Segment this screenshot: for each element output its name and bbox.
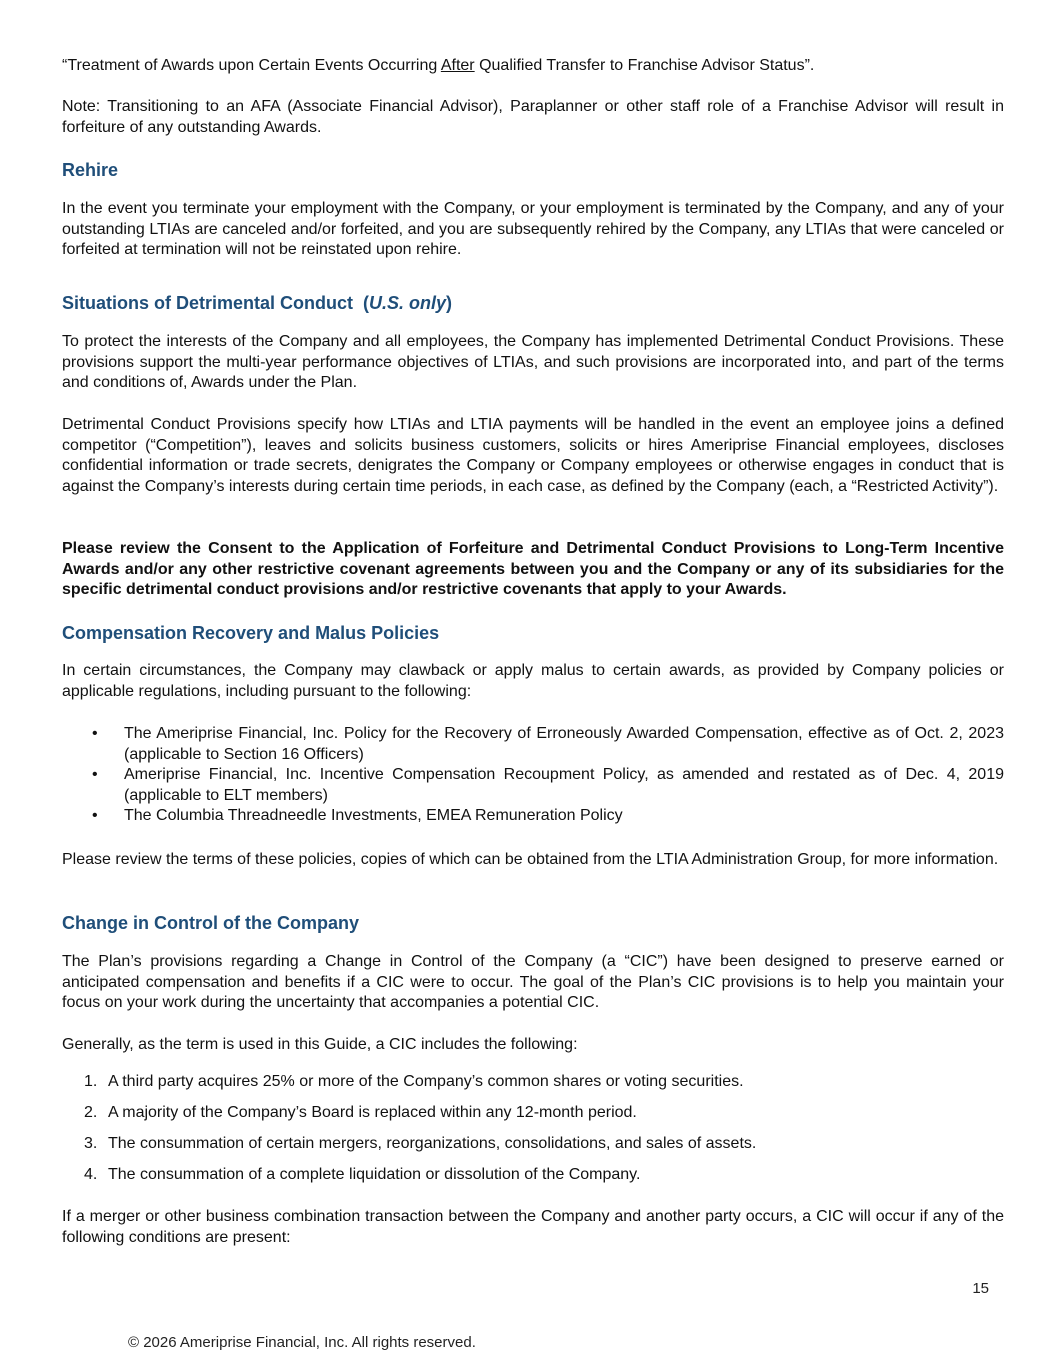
cic-closing: If a merger or other business combination transaction between the Company and another party occurs, a CIC will occur if any of the following conditions are present:	[62, 1208, 1004, 1246]
detrimental-para-1: To protect the interests of the Company and all employees, the Company has implemented Detrimental Conduct Provisions. These provisions support the multi-year performance objectives of LTIAs, and such provisions are incorporated into, and part of the terms and conditions of, Awards under the Plan.	[62, 333, 1004, 391]
heading-text: Situations of Detrimental Conduct	[62, 293, 354, 313]
list-item	[62, 1103, 1004, 1124]
paren-open: (	[363, 293, 370, 313]
list-item	[62, 806, 1004, 827]
underlined-after: After	[440, 57, 475, 74]
detrimental-bold-notice: Please review the Consent to the Application of Forfeiture and Detrimental Conduct Provisions to Long-Term Incentive Awards and/or any other restrictive covenant agreements between you and the Company or any of its subsidiaries for the specific detrimental conduct provisions and/or restrictive covenants that apply to your Awards.	[62, 540, 1004, 598]
heading-detrimental-conduct	[62, 292, 1004, 314]
intro-quote-line	[62, 56, 1004, 77]
bullet-text: The Ameriprise Financial, Inc. Policy for the Recovery of Erroneously Awarded Compensation, effective as of Oct. 2, 2023 (applicable to Section 16 Officers)	[124, 725, 1004, 763]
list-item	[62, 1134, 1004, 1155]
list-item	[62, 724, 1004, 765]
cic-numbered-list	[62, 1072, 1004, 1196]
list-number: 4.	[84, 1166, 98, 1183]
list-text: The consummation of a complete liquidation or dissolution of the Company.	[108, 1166, 641, 1183]
page-number: 15	[972, 1280, 989, 1297]
intro-note: Note: Transitioning to an AFA (Associate Financial Advisor), Paraplanner or other staff role of a Franchise Advisor will result in forfeiture of any outstanding Awards.	[62, 98, 1004, 136]
list-text: A majority of the Company’s Board is replaced within any 12-month period.	[108, 1104, 637, 1121]
list-number: 3.	[84, 1135, 98, 1152]
bullet-text: Ameriprise Financial, Inc. Incentive Compensation Recoupment Policy, as amended and restated as of Dec. 4, 2019 (applicable to ELT members)	[124, 766, 1004, 804]
bullet-icon: •	[92, 766, 98, 783]
heading-change-in-control: Change in Control of the Company	[62, 913, 359, 933]
compensation-intro: In certain circumstances, the Company may clawback or apply malus to certain awards, as provided by Company policies or applicable regulations, including pursuant to the following:	[62, 662, 1004, 700]
list-number: 2.	[84, 1104, 98, 1121]
cic-list-intro: Generally, as the term is used in this Guide, a CIC includes the following:	[62, 1036, 578, 1053]
paren-close: )	[446, 293, 453, 313]
heading-compensation-recovery: Compensation Recovery and Malus Policies	[62, 623, 440, 643]
list-item	[62, 1072, 1004, 1093]
rehire-body: In the event you terminate your employment with the Company, or your employment is terminated by the Company, and any of your outstanding LTIAs are canceled and/or forfeited, and you are subsequently rehired by the Company, any LTIAs that were canceled or forfeited at termination will not be reinstated upon rehire.	[62, 200, 1004, 258]
list-text: A third party acquires 25% or more of the Company’s common shares or voting securities.	[108, 1073, 744, 1090]
copyright-footer: © 2026 Ameriprise Financial, Inc. All rights reserved.	[128, 1334, 476, 1351]
us-only-qualifier: U.S. only	[369, 293, 447, 313]
compensation-closing: Please review the terms of these policies, copies of which can be obtained from the LTIA Administration Group, for more information.	[62, 851, 999, 868]
list-item	[62, 1165, 1004, 1186]
cic-para-1: The Plan’s provisions regarding a Change in Control of the Company (a “CIC”) have been designed to preserve earned or anticipated compensation and benefits if a CIC were to occur. The goal of the Plan’s CIC provisions is to help you maintain your focus on your work during the uncertainty that accompanies a potential CIC.	[62, 953, 1004, 1011]
heading-rehire: Rehire	[62, 160, 119, 180]
quote-post: Qualified Transfer to Franchise Advisor Status”.	[474, 57, 815, 74]
bullet-icon: •	[92, 725, 98, 742]
list-item	[62, 765, 1004, 806]
list-number: 1.	[84, 1073, 98, 1090]
quote-pre: “Treatment of Awards upon Certain Events Occurring	[62, 57, 441, 74]
list-text: The consummation of certain mergers, reorganizations, consolidations, and sales of assets.	[108, 1135, 757, 1152]
policy-bullet-list	[62, 724, 1004, 827]
detrimental-para-2: Detrimental Conduct Provisions specify how LTIAs and LTIA payments will be handled in the event an employee joins a defined competitor (“Competition”), leaves and solicits business customers, solicits or hires Ameriprise Financial employees, discloses confidential information or trade secrets, denigrates the Company or Company employees or otherwise engages in conduct that is against the Company’s interests during certain time periods, in each case, as defined by the Company (each, a “Restricted Activity”).	[62, 416, 1004, 495]
bullet-icon: •	[92, 807, 98, 824]
bullet-text: The Columbia Threadneedle Investments, EMEA Remuneration Policy	[124, 807, 623, 824]
